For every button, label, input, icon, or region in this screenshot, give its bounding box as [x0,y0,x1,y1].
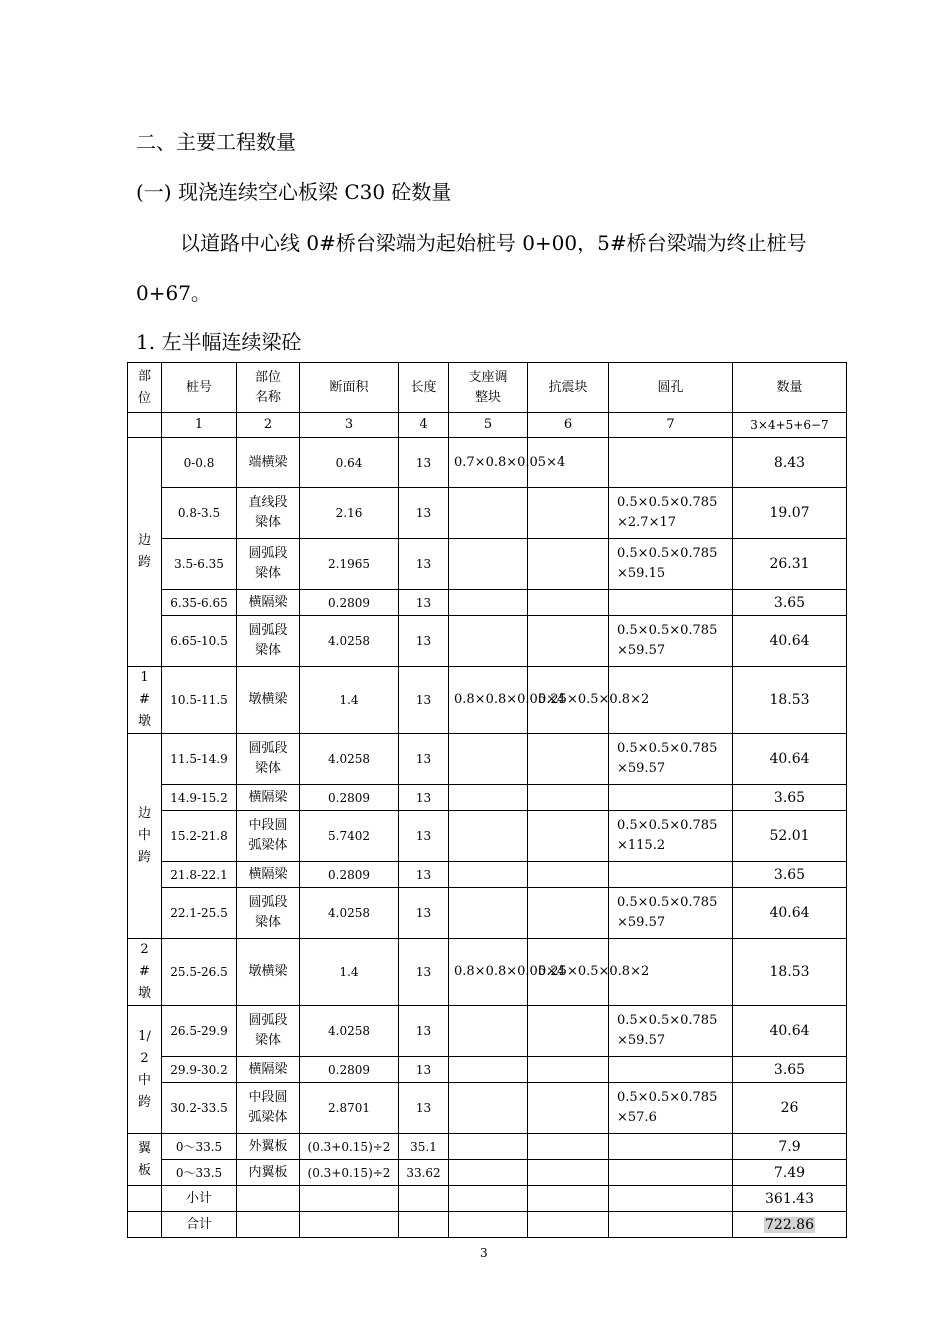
number-cell [128,413,162,438]
table-row [128,1083,847,1134]
empty-cell [128,1212,162,1238]
name-cell [237,539,300,590]
hole-cell [609,1134,733,1160]
length-cell: 13 [399,888,449,939]
anti-cell [528,1057,609,1083]
total-value: 722.86 [765,1216,814,1233]
empty-cell [528,1212,609,1238]
group-cell [128,734,162,939]
table-row [128,734,847,785]
adjust-cell [449,667,566,734]
group-label: 边中跨 [137,806,151,865]
adjust-cell [449,1083,528,1134]
anti-cell [528,590,609,616]
anti-cell [528,1083,609,1134]
area-cell: 0.2809 [300,862,399,888]
area-cell: (0.3+0.15)÷2 [300,1160,399,1186]
hole-cell [609,1057,733,1083]
area-cell: 4.0258 [300,734,399,785]
qty-cell: 18.53 [733,939,847,1006]
area-cell: 4.0258 [300,1006,399,1057]
length-cell: 13 [399,1006,449,1057]
table-row [128,785,847,811]
anti-cell [528,1134,609,1160]
name-text: 墩横梁 [248,964,288,979]
col-header-anti: 抗震块 [528,363,609,413]
name-text: 墩横梁 [248,692,288,707]
anti-cell [528,667,650,734]
name-text: 内翼板 [248,1164,288,1180]
stake-cell: 0-0.8 [162,438,237,488]
stake-cell: 0～33.5 [162,1160,237,1186]
number-cell: 4 [399,413,449,438]
hole-cell [609,616,733,667]
adjust-cell [449,1006,528,1057]
name-text: 端横梁 [248,454,288,470]
group-cell [128,667,162,734]
group-cell [128,438,162,667]
stake-cell: 15.2-21.8 [162,811,237,862]
length-cell: 13 [399,939,449,1006]
table-row [128,438,847,488]
hole-cell [609,734,733,785]
area-cell: 1.4 [300,939,399,1006]
empty-cell [399,1186,449,1212]
group-label: 1/2中跨 [137,1028,151,1110]
length-cell: 13 [399,785,449,811]
col-header-hole: 圆孔 [609,363,733,413]
anti-cell [528,616,609,667]
number-cell: 7 [609,413,733,438]
length-cell: 13 [399,616,449,667]
table-row [128,1006,847,1057]
name-cell [237,939,300,1006]
area-cell: 2.1965 [300,539,399,590]
name-cell [237,1160,300,1186]
hole-text: 0.5×0.5×0.785×59.15 [617,546,718,581]
number-cell: 1 [162,413,237,438]
table-row [128,939,847,1006]
name-cell [237,1057,300,1083]
hole-text: 0.5×0.5×0.785×115.2 [617,818,718,853]
length-cell: 13 [399,590,449,616]
subsection-heading: (一) 现浇连续空心板梁 C30 砼数量 [136,180,452,204]
adjust-text: 0.7×0.8×0.05×4 [454,454,566,470]
stake-cell: 11.5-14.9 [162,734,237,785]
qty-cell: 40.64 [733,616,847,667]
section-heading: 二、主要工程数量 [136,130,296,154]
number-cell: 3×4+5+6−7 [733,413,847,438]
name-cell [237,1134,300,1160]
name-text: 直线段梁体 [248,495,288,530]
name-text: 圆弧段梁体 [248,895,288,930]
quantity-table [127,362,847,1238]
adjust-text: 0.8×0.8×0.05×4 [454,692,566,707]
length-cell: 13 [399,667,449,734]
name-text: 横隔梁 [248,789,288,805]
anti-text: 0.25×0.5×0.8×2 [538,692,650,707]
stake-cell: 26.5-29.9 [162,1006,237,1057]
area-cell: 0.2809 [300,1057,399,1083]
qty-cell: 40.64 [733,888,847,939]
qty-cell: 40.64 [733,734,847,785]
area-cell: 0.2809 [300,785,399,811]
empty-cell [528,1186,609,1212]
qty-cell: 7.49 [733,1160,847,1186]
stake-cell: 0.8-3.5 [162,488,237,539]
adjust-cell [449,438,566,488]
anti-cell [528,811,609,862]
empty-cell [300,1212,399,1238]
subtotal-label: 小计 [162,1186,237,1212]
name-text: 横隔梁 [248,1061,288,1077]
table-row [128,811,847,862]
qty-cell: 3.65 [733,590,847,616]
length-cell: 13 [399,438,449,488]
name-cell [237,785,300,811]
hole-cell [609,785,733,811]
length-cell: 13 [399,811,449,862]
col-header-adjust: 支座调整块 [449,363,528,413]
item-heading: 1. 左半幅连续梁砼 [136,330,302,354]
hole-text: 0.5×0.5×0.785×59.57 [617,1013,718,1048]
group-label: 翼板 [137,1140,151,1178]
empty-cell [449,1212,528,1238]
name-text: 圆弧段梁体 [248,741,288,776]
hole-cell [609,862,733,888]
adjust-cell [449,616,528,667]
adjust-cell [449,811,528,862]
area-cell: 2.16 [300,488,399,539]
adjust-text: 0.8×0.8×0.05×4 [454,964,566,979]
name-cell [237,667,300,734]
hole-text: 0.5×0.5×0.785×59.57 [617,741,718,776]
anti-cell [528,939,650,1006]
table-row [128,1160,847,1186]
name-text: 横隔梁 [248,866,288,882]
adjust-cell [449,1134,528,1160]
group-cell [128,939,162,1006]
empty-cell [300,1186,399,1212]
table-row [128,539,847,590]
length-cell: 13 [399,734,449,785]
group-label: 1#墩 [137,670,151,729]
area-cell: 4.0258 [300,616,399,667]
empty-cell [609,1186,733,1212]
table-header-row [128,363,847,413]
empty-cell [237,1212,300,1238]
qty-cell: 26.31 [733,539,847,590]
area-cell: 1.4 [300,667,399,734]
hole-cell [609,888,733,939]
name-text: 圆弧段梁体 [248,623,288,658]
table-row [128,862,847,888]
anti-cell [528,734,609,785]
anti-cell [528,785,609,811]
name-text: 中段圆弧梁体 [248,818,288,853]
area-cell: 0.2809 [300,590,399,616]
col-header-length: 长度 [399,363,449,413]
name-text: 横隔梁 [248,594,288,610]
qty-cell: 3.65 [733,1057,847,1083]
name-text: 圆弧段梁体 [248,546,288,581]
empty-cell [399,1212,449,1238]
length-cell: 35.1 [399,1134,449,1160]
stake-cell: 3.5-6.35 [162,539,237,590]
adjust-cell [449,888,528,939]
hole-cell [609,590,733,616]
qty-cell: 3.65 [733,862,847,888]
hole-cell [609,539,733,590]
subtotal-row [128,1186,847,1212]
qty-cell: 7.9 [733,1134,847,1160]
hole-cell [609,488,733,539]
qty-cell: 26 [733,1083,847,1134]
col-header-name: 部位名称 [237,363,300,413]
col-header-part: 部位 [128,363,162,413]
adjust-cell [449,488,528,539]
name-text: 圆弧段梁体 [248,1013,288,1048]
name-cell [237,616,300,667]
page-number: 3 [480,1246,488,1260]
hole-text: 0.5×0.5×0.785×59.57 [617,895,718,930]
stake-cell: 6.65-10.5 [162,616,237,667]
empty-cell [609,1212,733,1238]
table-number-row [128,413,847,438]
stake-cell: 14.9-15.2 [162,785,237,811]
adjust-cell [449,734,528,785]
qty-cell: 18.53 [733,667,847,734]
stake-cell: 22.1-25.5 [162,888,237,939]
adjust-cell [449,590,528,616]
area-cell: 0.64 [300,438,399,488]
qty-cell: 19.07 [733,488,847,539]
anti-text: 0.25×0.5×0.8×2 [538,964,650,979]
col-header-stake: 桩号 [162,363,237,413]
area-cell: 2.8701 [300,1083,399,1134]
name-cell [237,1083,300,1134]
table-row [128,1057,847,1083]
total-value-cell [733,1212,847,1238]
hole-cell [609,1006,733,1057]
length-cell: 13 [399,862,449,888]
paragraph-line-2: 0+67。 [136,281,211,305]
hole-cell [609,1160,733,1186]
adjust-cell [449,862,528,888]
col-header-qty: 数量 [733,363,847,413]
table-row [128,488,847,539]
table-row [128,590,847,616]
area-cell: 4.0258 [300,888,399,939]
name-cell [237,590,300,616]
qty-cell: 8.43 [733,438,847,488]
number-cell: 6 [528,413,609,438]
name-cell [237,488,300,539]
empty-cell [237,1186,300,1212]
name-text: 外翼板 [248,1138,288,1154]
paragraph-line-1: 以道路中心线 0#桥台梁端为起始桩号 0+00，5#桥台梁端为终止桩号 [180,231,807,255]
qty-cell: 52.01 [733,811,847,862]
name-cell [237,862,300,888]
anti-cell [528,888,609,939]
number-cell: 2 [237,413,300,438]
number-cell: 3 [300,413,399,438]
stake-cell: 29.9-30.2 [162,1057,237,1083]
adjust-cell [449,785,528,811]
length-cell: 33.62 [399,1160,449,1186]
area-cell: 5.7402 [300,811,399,862]
anti-cell [528,1006,609,1057]
empty-cell [449,1186,528,1212]
table-row [128,1134,847,1160]
anti-cell [528,539,609,590]
total-row [128,1212,847,1238]
hole-text: 0.5×0.5×0.785×57.6 [617,1090,718,1125]
length-cell: 13 [399,539,449,590]
hole-text: 0.5×0.5×0.785×59.57 [617,623,718,658]
group-label: 边跨 [137,533,151,570]
group-cell [128,1006,162,1134]
group-cell [128,1134,162,1186]
col-header-area: 断面积 [300,363,399,413]
subtotal-value: 361.43 [733,1186,847,1212]
stake-cell: 10.5-11.5 [162,667,237,734]
name-cell [237,888,300,939]
stake-cell: 0～33.5 [162,1134,237,1160]
name-cell [237,734,300,785]
stake-cell: 25.5-26.5 [162,939,237,1006]
length-cell: 13 [399,1083,449,1134]
table-row [128,888,847,939]
table-row [128,667,847,734]
anti-cell [528,1160,609,1186]
name-cell [237,1006,300,1057]
length-cell: 13 [399,1057,449,1083]
area-cell: (0.3+0.15)÷2 [300,1134,399,1160]
stake-cell: 21.8-22.1 [162,862,237,888]
anti-cell [528,862,609,888]
name-cell [237,438,300,488]
adjust-cell [449,939,566,1006]
hole-cell [609,1083,733,1134]
name-text: 中段圆弧梁体 [248,1090,288,1125]
name-cell [237,811,300,862]
anti-cell [528,488,609,539]
stake-cell: 6.35-6.65 [162,590,237,616]
adjust-cell [449,1057,528,1083]
hole-cell [609,438,733,488]
adjust-cell [449,1160,528,1186]
adjust-cell [449,539,528,590]
length-cell: 13 [399,488,449,539]
hole-text: 0.5×0.5×0.785×2.7×17 [617,495,718,530]
qty-cell: 3.65 [733,785,847,811]
table-row [128,616,847,667]
stake-cell: 30.2-33.5 [162,1083,237,1134]
group-label: 2#墩 [137,942,151,1001]
qty-cell: 40.64 [733,1006,847,1057]
number-cell: 5 [449,413,528,438]
empty-cell [128,1186,162,1212]
total-label: 合计 [162,1212,237,1238]
hole-cell [609,811,733,862]
